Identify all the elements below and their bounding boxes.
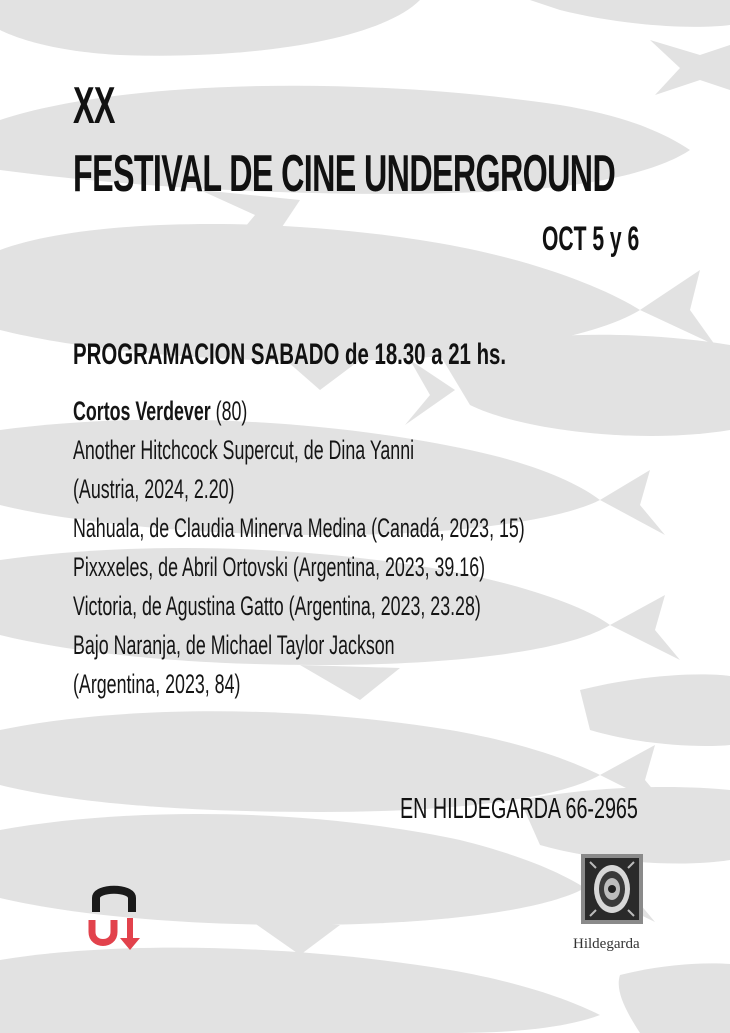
film-line: (Argentina, 2023, 84) bbox=[73, 669, 241, 699]
shorts-block-line bbox=[73, 396, 337, 426]
festival-dates: OCT 5 y 6 bbox=[542, 220, 640, 258]
film-line: Bajo Naranja, de Michael Taylor Jackson bbox=[73, 630, 395, 660]
edition-number: XX bbox=[73, 77, 115, 135]
film-line: Nahuala, de Claudia Minerva Medina (Canadá, 2023, 15) bbox=[73, 513, 525, 543]
venue-address: EN HILDEGARDA 66-2965 bbox=[400, 793, 638, 825]
shorts-block-name: Cortos Verdever bbox=[73, 396, 211, 426]
u-arrow-logo-icon bbox=[86, 880, 142, 952]
program-heading: PROGRAMACION SABADO de 18.30 a 21 hs. bbox=[73, 338, 507, 371]
festival-title: FESTIVAL DE CINE UNDERGROUND bbox=[73, 145, 616, 203]
shorts-block-duration: (80) bbox=[215, 396, 248, 426]
film-line: Pixxxeles, de Abril Ortovski (Argentina, 2023, 39.16) bbox=[73, 552, 486, 582]
hildegarda-seal-logo-icon bbox=[576, 852, 648, 942]
film-line: Victoria, de Agustina Gatto (Argentina, 2023, 23.28) bbox=[73, 591, 481, 621]
hildegarda-logo-text: Hildegarda bbox=[573, 936, 640, 952]
film-line: Another Hitchcock Supercut, de Dina Yanni bbox=[73, 435, 415, 465]
film-line: (Austria, 2024, 2.20) bbox=[73, 474, 235, 504]
